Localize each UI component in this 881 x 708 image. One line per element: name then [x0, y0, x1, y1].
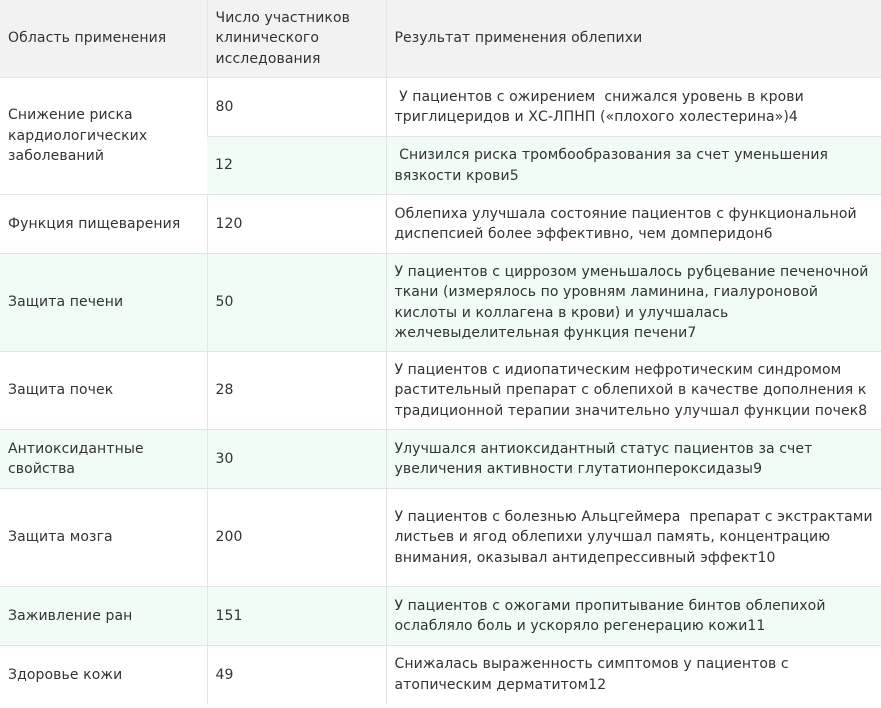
header-participants-count: Число участников клинического исследования: [207, 0, 386, 78]
cell-result: У пациентов с болезнью Альцгеймера препарат с экстрактами листьев и ягод облепихи улучшал память, концентрацию внимания, оказывал антидепрессивный эффект10: [386, 489, 881, 587]
table-header-row: [0, 0, 881, 78]
cell-area: Защита печени: [0, 254, 207, 352]
cell-result: Снизился риска тромбообразования за счет уменьшения вязкости крови5: [386, 137, 881, 195]
cell-area: Защита мозга: [0, 489, 207, 587]
header-result: Результат применения облепихи: [386, 0, 881, 78]
cell-result: У пациентов с ожогами пропитывание бинтов облепихой ослабляло боль и ускоряло регенерацию кожи11: [386, 587, 881, 646]
table-row: [0, 646, 881, 704]
cell-count: 50: [207, 254, 386, 352]
cell-count: 30: [207, 430, 386, 489]
table-row: [0, 195, 881, 254]
cell-result: У пациентов с циррозом уменьшалось рубцевание печеночной ткани (измерялось по уровням ламинина, гиалуроновой кислоты и коллагена в крови) и улучшалась желчевыделительная функция печени7: [386, 254, 881, 352]
cell-count: 200: [207, 489, 386, 587]
cell-result: У пациентов с идиопатическим нефротическим синдромом растительный препарат с облепихой в качестве дополнения к традиционной терапии значительно улучшал функции почек8: [386, 352, 881, 430]
cell-result: Облепиха улучшала состояние пациентов с функциональной диспепсией более эффективно, чем домперидон6: [386, 195, 881, 254]
table-row: [0, 78, 881, 137]
cell-area: Заживление ран: [0, 587, 207, 646]
cell-count: 151: [207, 587, 386, 646]
cell-result: Улучшался антиоксидантный статус пациентов за счет увеличения активности глутатионпероксидазы9: [386, 430, 881, 489]
cell-area: Функция пищеварения: [0, 195, 207, 254]
cell-area: Антиоксидантные свойства: [0, 430, 207, 489]
table-row: [0, 489, 881, 587]
table-row: [0, 254, 881, 352]
table-row: [0, 352, 881, 430]
cell-count: 120: [207, 195, 386, 254]
cell-count: 12: [207, 137, 386, 195]
table-row: [0, 430, 881, 489]
cell-count: 28: [207, 352, 386, 430]
cell-result: У пациентов с ожирением снижался уровень в крови триглицеридов и ХС-ЛПНП («плохого холестерина»)4: [386, 78, 881, 137]
table-row: [0, 587, 881, 646]
cell-result: Снижалась выраженность симптомов у пациентов с атопическим дерматитом12: [386, 646, 881, 704]
cell-area: Здоровье кожи: [0, 646, 207, 704]
cell-count: 49: [207, 646, 386, 704]
cell-area: Защита почек: [0, 352, 207, 430]
cell-count: 80: [207, 78, 386, 137]
header-application-area: Область применения: [0, 0, 207, 78]
cell-area: Снижение риска кардиологических заболеваний: [0, 78, 207, 195]
